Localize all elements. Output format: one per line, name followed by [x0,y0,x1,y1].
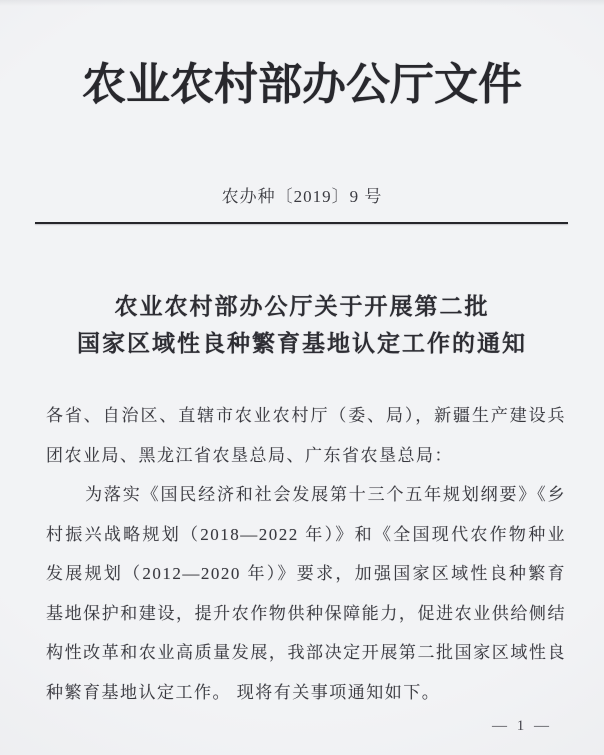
agency-banner-title: 农业农村部办公厅文件 [82,60,522,109]
addressee-paragraph: 各省、自治区、直辖市农业农村厅（委、局），新疆生产建设兵团农业局、黑龙江省农垦总局、广东省农垦总局： [46,406,566,465]
body-paragraph: 为落实《国民经济和社会发展第十三个五年规划纲要》《乡村振兴战略规划（2018—2022 年）》和《全国现代农作物种业发展规划（2012—2020 年）》要求，加强国家区域性良种繁育基地保护和建设，提升农作物供种保障能力，促进农业供给侧结构性改革和农业高质量发展，我部决定开展第二批国家区域性良种繁育基地认定工作。 现将有关事项通知如下。 [46,485,566,702]
page-number: — 1 — [492,718,552,734]
document-body [46,396,566,712]
notice-title-line2: 国家区域性良种繁育基地认定工作的通知 [77,331,527,356]
notice-title [0,288,604,362]
document-number: 农办种〔2019〕9 号 [221,187,383,206]
notice-title-line1: 农业农村部办公厅关于开展第二批 [114,294,490,319]
header-divider [35,222,568,224]
